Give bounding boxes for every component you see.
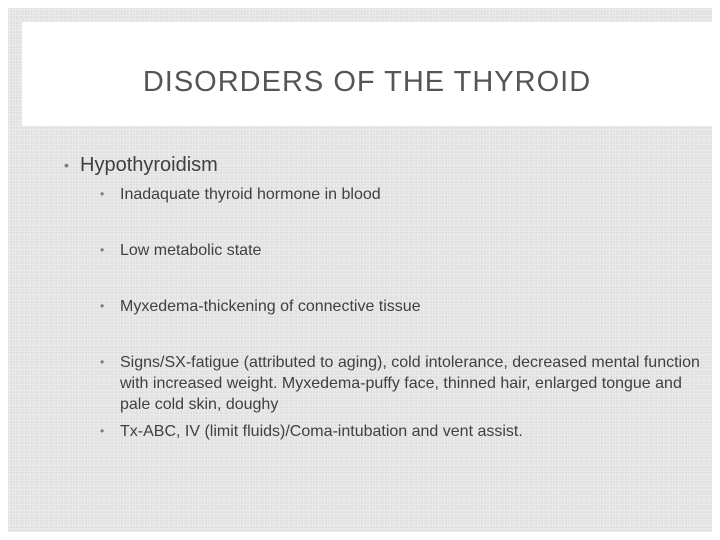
sub-bullet-list xyxy=(80,184,704,442)
sub-bullet-item: • Signs/SX-fatigue (attributed to aging), cold intolerance, decreased mental function with increased weight. Myxedema-puffy face, thinned hair, enlarged tongue and pale cold skin, doughy xyxy=(98,352,704,415)
sub-bullet-item: • Inadaquate thyroid hormone in blood xyxy=(98,184,704,205)
slide-title: DISORDERS OF THE THYROID xyxy=(142,65,592,98)
bullet-list xyxy=(64,150,704,442)
title-box xyxy=(22,22,712,126)
sub-bullet-item: • Myxedema-thickening of connective tissue xyxy=(98,296,704,317)
slide-body xyxy=(64,150,704,448)
bullet-item xyxy=(64,150,704,442)
slide xyxy=(8,8,712,532)
bullet-text-hypothyroidism: Hypothyroidism xyxy=(80,154,218,176)
sub-bullet-item: • Low metabolic state xyxy=(98,240,704,261)
sub-bullet-item: • Tx-ABC, IV (limit fluids)/Coma-intubation and vent assist. xyxy=(98,421,704,442)
